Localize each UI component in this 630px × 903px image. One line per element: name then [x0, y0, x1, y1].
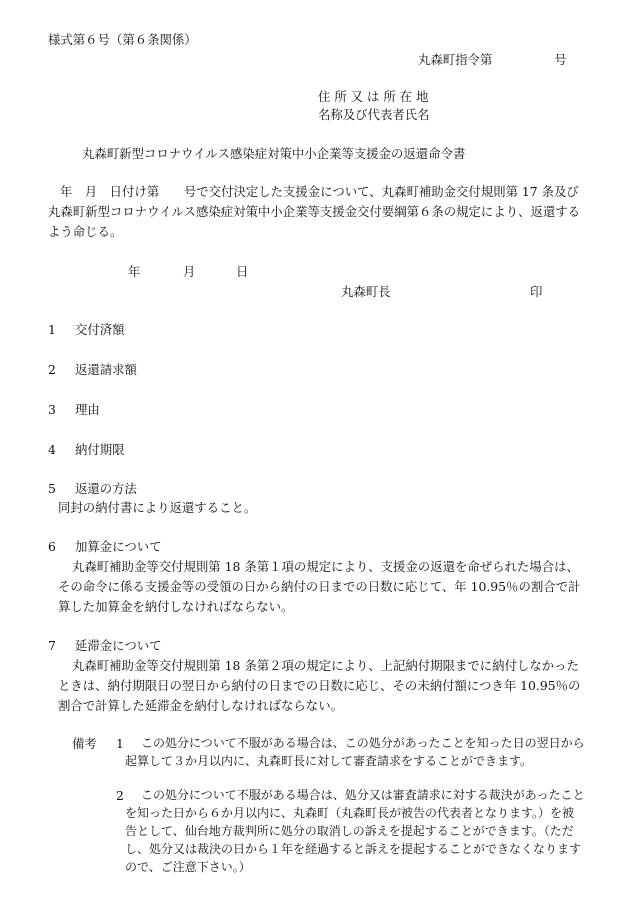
note-text: この処分について不服がある場合は、処分又は審査請求に対する裁決があったことを知った日から６か月以内に、丸森町（丸森町長が被告の代表者となります。）を被告として、仙台地方裁判所に処分の取消しの訴えを提起することができます。（ただし、処分又は裁決の日から１年を経過すると訴えを提起することができなくなりますので、ご注意下さい。）: [125, 788, 585, 874]
item-label: 納付期限: [75, 442, 125, 457]
item-number: 2: [48, 362, 56, 377]
item-number: 5: [48, 481, 56, 496]
item-number: 4: [48, 442, 56, 457]
item-label: 交付済額: [75, 322, 125, 337]
document-title: 丸森町新型コロナウイルス感染症対策中小企業等支援金の返還命令書: [82, 146, 466, 161]
item-number: 6: [48, 539, 56, 554]
date-day: 日: [236, 264, 249, 279]
item-label: 延滞金について: [75, 638, 162, 653]
item-body: 丸森町補助金等交付規則第 18 条第２項の規定により、上記納付期限までに納付しなかったときは、納付期限日の翌日から納付の日までの日数に応じ、その未納付額につき年 10.95％の割合で計算した延滞金を納付しなければならない。: [58, 658, 581, 713]
date-year: 年: [128, 264, 141, 279]
item-number: 1: [48, 322, 56, 337]
item-number: 7: [48, 638, 56, 653]
date-month: 月: [183, 264, 196, 279]
item-label: 返還請求額: [75, 362, 137, 377]
item-number: 3: [48, 402, 56, 417]
remarks-label: 備考: [72, 736, 97, 751]
item-label: 加算金について: [75, 539, 162, 554]
item-body: 丸森町補助金等交付規則第 18 条第１項の規定により、支援金の返還を命ぜられた場合は、その命令に係る支援金等の受領の日から納付の日までの日数に応じて、年 10.95％の割合で計算した加算金を納付しなければならない。: [58, 559, 581, 614]
note-number: 2: [116, 788, 124, 803]
seal-mark: 印: [530, 284, 543, 299]
note-text: この処分について不服がある場合は、この処分があったことを知った日の翌日から起算して３か月以内に、丸森町長に対して審査請求をすることができます。: [125, 736, 585, 768]
intro-paragraph: 年 月 日付け第 号で交付決定した支援金について、丸森町補助金交付規則第 17 条及び丸森町新型コロナウイルス感染症対策中小企業等支援金交付要綱第６条の規定により、返還するよう命じる。: [48, 184, 581, 239]
addressee-name-label: 名称及び代表者氏名: [318, 107, 430, 122]
addressee-address-label: 住 所 又 は 所 在 地: [318, 89, 429, 104]
item-label: 返還の方法: [75, 481, 137, 496]
note-number: 1: [116, 736, 124, 751]
reference-number: 丸森町指令第 号: [418, 52, 567, 67]
form-number: 様式第６号（第６条関係）: [48, 32, 197, 47]
item-label: 理由: [75, 402, 100, 417]
issuer-name: 丸森町長: [341, 284, 391, 299]
item-body: 同封の納付書により返還すること。: [58, 500, 257, 515]
